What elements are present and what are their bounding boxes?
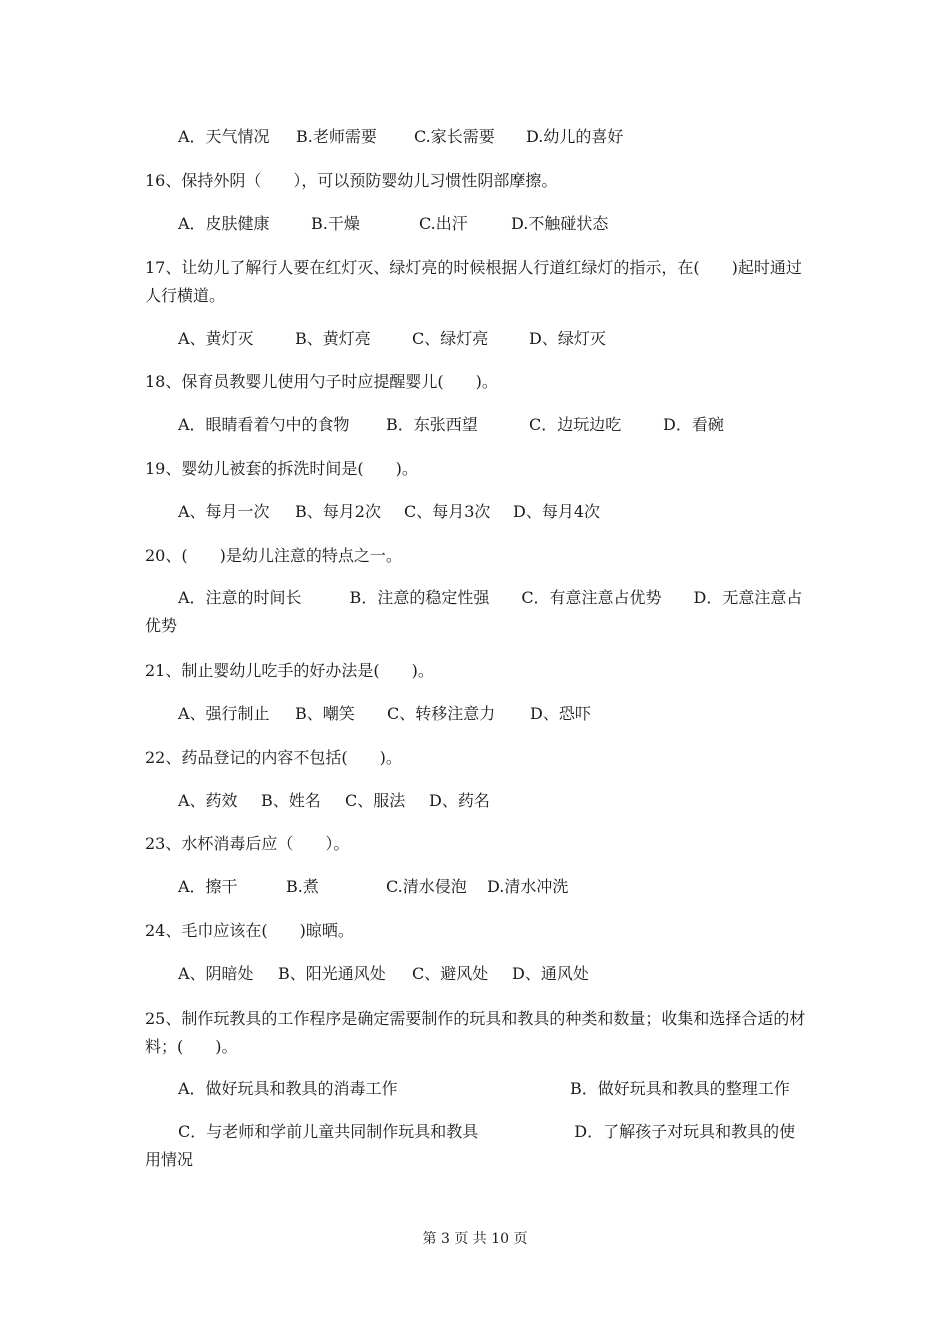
option-a: A．擦干	[178, 877, 238, 896]
question-19-options	[178, 501, 600, 523]
option-b: B．东张西望	[386, 415, 478, 434]
question-25-option-b: B．做好玩具和教具的整理工作	[570, 1079, 790, 1098]
option-d: D、恐吓	[530, 704, 591, 723]
option-d: D.幼儿的喜好	[526, 127, 624, 146]
option-c: C.家长需要	[414, 127, 495, 146]
question-21-text: 21、制止婴幼儿吃手的好办法是( )。	[145, 661, 434, 680]
option-d: D、药名	[429, 791, 490, 810]
question-24-options	[178, 963, 589, 985]
option-a: A．天气情况	[178, 127, 270, 146]
page-number: 第 3 页 共 10 页	[422, 1231, 528, 1247]
option-c: C、每月3次	[404, 502, 491, 521]
question-16-text: 16、保持外阴（ ），可以预防婴幼儿习惯性阴部摩擦。	[145, 171, 558, 190]
question-23-text: 23、水杯消毒后应（ ）。	[145, 834, 350, 853]
option-b: B.老师需要	[296, 127, 377, 146]
option-b: B、每月2次	[295, 502, 381, 521]
question-21-options	[178, 703, 591, 725]
option-b: B.干燥	[311, 214, 360, 233]
option-c: C、绿灯亮	[412, 329, 489, 348]
option-a: A、强行制止	[178, 704, 270, 723]
question-25-options-cd: C．与老师和学前儿童共同制作玩具和教具 D．了解孩子对玩具和教具的使用情况	[145, 1122, 796, 1169]
option-a: A、药效	[178, 791, 238, 810]
option-d: D.清水冲洗	[487, 877, 569, 896]
question-18-options	[178, 414, 724, 436]
option-c: C、避风处	[412, 964, 489, 983]
option-d: D．看碗	[663, 415, 724, 434]
question-24-text: 24、毛巾应该在( )晾晒。	[145, 921, 354, 940]
option-b: B.煮	[286, 877, 319, 896]
option-a: A．眼睛看着勺中的食物	[178, 415, 350, 434]
option-d: D、每月4次	[513, 502, 601, 521]
option-c: C、转移注意力	[387, 704, 496, 723]
option-b: B、阳光通风处	[278, 964, 386, 983]
question-17-text: 17、让幼儿了解行人要在红灯灭、绿灯亮的时候根据人行道红绿灯的指示，在( )起时通过人行横道。	[145, 258, 802, 305]
option-c: C.出汗	[419, 214, 468, 233]
option-d: D、通风处	[512, 964, 589, 983]
option-b: B、黄灯亮	[295, 329, 371, 348]
question-20-options: A．注意的时间长 B．注意的稳定性强 C．有意注意占优势 D．无意注意占优势	[145, 588, 803, 635]
option-c: C.清水侵泡	[386, 877, 467, 896]
question-17-options	[178, 328, 606, 350]
question-20-text: 20、( )是幼儿注意的特点之一。	[145, 546, 402, 565]
question-15-options	[178, 126, 623, 148]
question-16-options	[178, 213, 608, 235]
option-b: B、姓名	[261, 791, 321, 810]
question-19-text: 19、婴幼儿被套的拆洗时间是( )。	[145, 459, 418, 478]
question-25-text: 25、制作玩教具的工作程序是确定需要制作的玩具和教具的种类和数量；收集和选择合适的材料；( )。	[145, 1009, 806, 1056]
option-d: D、绿灯灭	[529, 329, 606, 348]
question-18-text: 18、保育员教婴儿使用勺子时应提醒婴儿( )。	[145, 372, 498, 391]
question-23-options	[178, 876, 568, 898]
option-d: D.不触碰状态	[511, 214, 609, 233]
question-25-option-a: A．做好玩具和教具的消毒工作	[178, 1079, 398, 1098]
option-b: B、嘲笑	[295, 704, 355, 723]
option-a: A、阴暗处	[178, 964, 254, 983]
option-a: A、每月一次	[178, 502, 270, 521]
question-22-text: 22、药品登记的内容不包括( )。	[145, 748, 402, 767]
option-c: C、服法	[345, 791, 406, 810]
option-a: A、黄灯灭	[178, 329, 254, 348]
option-a: A．皮肤健康	[178, 214, 270, 233]
question-22-options	[178, 790, 490, 812]
option-c: C．边玩边吃	[529, 415, 622, 434]
